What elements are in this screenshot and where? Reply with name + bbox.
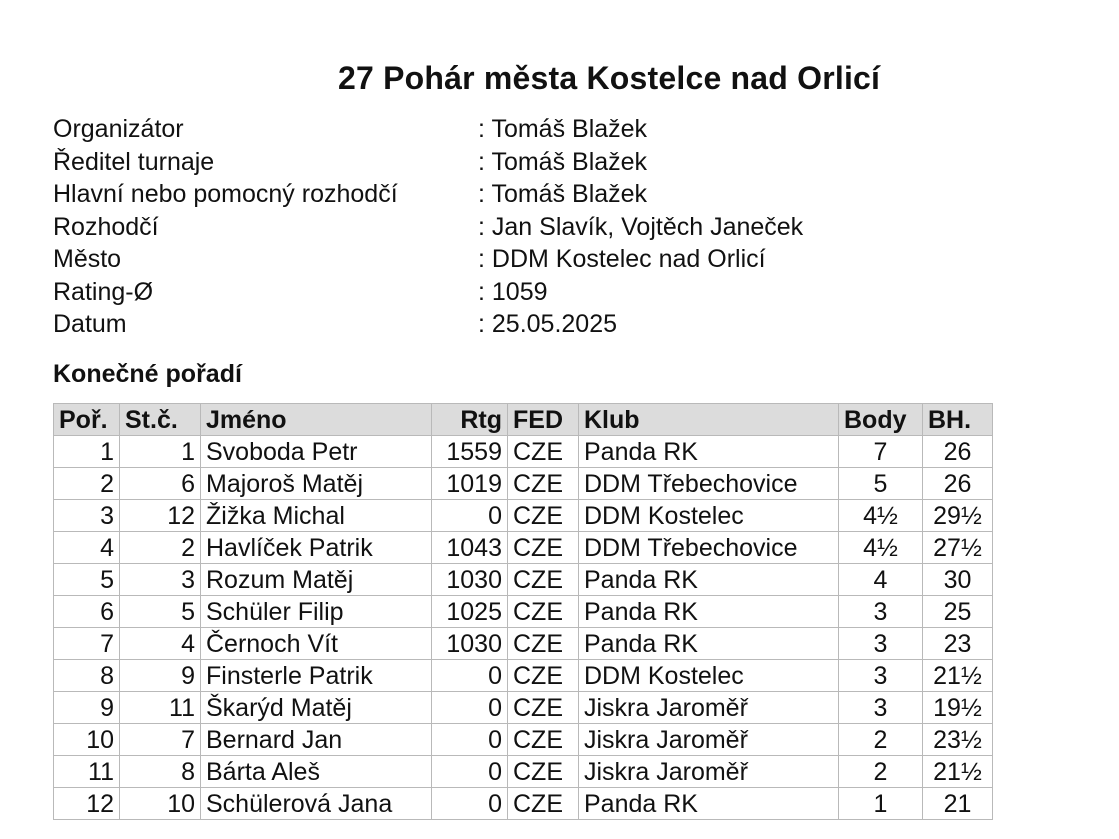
table-row: [54, 788, 993, 820]
cell-name: Rozum Matěj: [201, 564, 432, 596]
cell-name: Havlíček Patrik: [201, 532, 432, 564]
cell-points: 3: [839, 692, 923, 724]
info-row-organizer: [53, 113, 803, 146]
cell-club: Jiskra Jaroměř: [579, 692, 839, 724]
cell-start-number: 1: [120, 436, 201, 468]
cell-federation: CZE: [508, 692, 579, 724]
table-row: [54, 628, 993, 660]
info-value: : Tomáš Blažek: [478, 147, 648, 176]
table-row: [54, 660, 993, 692]
table-row: [54, 724, 993, 756]
table-header-row: [54, 404, 993, 436]
info-value: : Tomáš Blažek: [478, 115, 648, 143]
cell-federation: CZE: [508, 436, 579, 468]
cell-federation: CZE: [508, 788, 579, 820]
cell-start-number: 12: [120, 500, 201, 532]
header-rank: Poř.: [54, 404, 120, 436]
cell-name: Žižka Michal: [201, 500, 432, 532]
cell-rating: 0: [432, 660, 508, 692]
cell-points: 7: [839, 436, 923, 468]
cell-points: 4½: [839, 500, 923, 532]
cell-club: DDM Kostelec: [579, 500, 839, 532]
header-club: Klub: [579, 404, 839, 436]
cell-buchholz: 23: [923, 628, 993, 660]
info-value: : 25.05.2025: [478, 310, 618, 338]
cell-rating: 0: [432, 788, 508, 820]
cell-club: DDM Třebechovice: [579, 532, 839, 564]
cell-points: 4: [839, 564, 923, 596]
cell-name: Schülerová Jana: [201, 788, 432, 820]
cell-start-number: 10: [120, 788, 201, 820]
cell-rating: 1025: [432, 596, 508, 628]
cell-points: 1: [839, 788, 923, 820]
info-label: Organizátor: [53, 115, 184, 143]
cell-rating: 1030: [432, 628, 508, 660]
cell-name: Finsterle Patrik: [201, 660, 432, 692]
cell-club: DDM Kostelec: [579, 660, 839, 692]
info-label: Město: [53, 245, 122, 273]
cell-club: Panda RK: [579, 436, 839, 468]
table-row: [54, 692, 993, 724]
cell-club: Panda RK: [579, 596, 839, 628]
info-row-director: [53, 146, 803, 179]
info-row-chief-arbiter: [53, 178, 803, 211]
cell-points: 3: [839, 660, 923, 692]
cell-buchholz: 25: [923, 596, 993, 628]
cell-start-number: 5: [120, 596, 201, 628]
info-value: : DDM Kostelec nad Orlicí: [478, 245, 766, 273]
cell-start-number: 3: [120, 564, 201, 596]
cell-rating: 1043: [432, 532, 508, 564]
cell-points: 5: [839, 468, 923, 500]
info-row-rating: [53, 276, 803, 309]
info-label: Rating-Ø: [53, 277, 154, 306]
cell-federation: CZE: [508, 724, 579, 756]
cell-buchholz: 29½: [923, 500, 993, 532]
cell-buchholz: 21: [923, 788, 993, 820]
cell-name: Černoch Vít: [201, 628, 432, 660]
cell-buchholz: 27½: [923, 532, 993, 564]
cell-buchholz: 21½: [923, 756, 993, 788]
table-row: [54, 468, 993, 500]
cell-club: Panda RK: [579, 564, 839, 596]
cell-federation: CZE: [508, 628, 579, 660]
cell-rank: 5: [54, 564, 120, 596]
cell-federation: CZE: [508, 500, 579, 532]
cell-federation: CZE: [508, 468, 579, 500]
info-value: : 1059: [478, 277, 548, 306]
cell-points: 3: [839, 628, 923, 660]
cell-club: DDM Třebechovice: [579, 468, 839, 500]
table-row: [54, 756, 993, 788]
info-value: : Tomáš Blažek: [478, 180, 648, 208]
cell-rating: 1559: [432, 436, 508, 468]
header-rating: Rtg: [432, 404, 508, 436]
cell-start-number: 9: [120, 660, 201, 692]
cell-club: Jiskra Jaroměř: [579, 724, 839, 756]
cell-rank: 2: [54, 468, 120, 500]
cell-points: 2: [839, 724, 923, 756]
info-label: Hlavní nebo pomocný rozhodčí: [53, 180, 398, 208]
cell-points: 4½: [839, 532, 923, 564]
info-row-arbiters: [53, 211, 803, 244]
cell-name: Schüler Filip: [201, 596, 432, 628]
header-name: Jméno: [201, 404, 432, 436]
cell-start-number: 8: [120, 756, 201, 788]
table-row: [54, 532, 993, 564]
cell-start-number: 6: [120, 468, 201, 500]
header-buchholz: BH.: [923, 404, 993, 436]
cell-rank: 11: [54, 756, 120, 788]
cell-start-number: 11: [120, 692, 201, 724]
cell-name: Bárta Aleš: [201, 756, 432, 788]
cell-buchholz: 30: [923, 564, 993, 596]
cell-federation: CZE: [508, 564, 579, 596]
cell-buchholz: 26: [923, 436, 993, 468]
cell-buchholz: 26: [923, 468, 993, 500]
table-row: [54, 596, 993, 628]
cell-buchholz: 23½: [923, 724, 993, 756]
cell-buchholz: 21½: [923, 660, 993, 692]
table-row: [54, 436, 993, 468]
cell-rating: 1030: [432, 564, 508, 596]
cell-rank: 4: [54, 532, 120, 564]
cell-rank: 10: [54, 724, 120, 756]
cell-rank: 12: [54, 788, 120, 820]
cell-rating: 0: [432, 724, 508, 756]
info-label: Datum: [53, 310, 127, 338]
cell-start-number: 7: [120, 724, 201, 756]
info-label: Ředitel turnaje: [53, 147, 215, 176]
cell-name: Svoboda Petr: [201, 436, 432, 468]
cell-federation: CZE: [508, 756, 579, 788]
info-value: : Jan Slavík, Vojtěch Janeček: [478, 212, 804, 241]
cell-rank: 9: [54, 692, 120, 724]
standings-table: [53, 403, 993, 820]
cell-rating: 0: [432, 756, 508, 788]
info-row-city: [53, 243, 803, 276]
info-label: Rozhodčí: [53, 212, 159, 241]
table-row: [54, 500, 993, 532]
cell-buchholz: 19½: [923, 692, 993, 724]
cell-points: 3: [839, 596, 923, 628]
cell-name: Bernard Jan: [201, 724, 432, 756]
info-row-date: [53, 308, 803, 341]
cell-rating: 0: [432, 692, 508, 724]
cell-federation: CZE: [508, 532, 579, 564]
cell-federation: CZE: [508, 660, 579, 692]
cell-rating: 1019: [432, 468, 508, 500]
tournament-info: [53, 113, 803, 341]
cell-start-number: 4: [120, 628, 201, 660]
cell-rank: 3: [54, 500, 120, 532]
cell-start-number: 2: [120, 532, 201, 564]
document-title: 27 Pohár města Kostelce nad Orlicí: [338, 60, 881, 96]
cell-rank: 1: [54, 436, 120, 468]
header-start-number: St.č.: [120, 404, 201, 436]
cell-name: Škarýd Matěj: [201, 692, 432, 724]
cell-name: Majoroš Matěj: [201, 468, 432, 500]
table-row: [54, 564, 993, 596]
cell-rating: 0: [432, 500, 508, 532]
cell-rank: 8: [54, 660, 120, 692]
cell-rank: 7: [54, 628, 120, 660]
cell-club: Panda RK: [579, 628, 839, 660]
header-points: Body: [839, 404, 923, 436]
cell-club: Jiskra Jaroměř: [579, 756, 839, 788]
cell-rank: 6: [54, 596, 120, 628]
cell-federation: CZE: [508, 596, 579, 628]
cell-club: Panda RK: [579, 788, 839, 820]
cell-points: 2: [839, 756, 923, 788]
header-federation: FED: [508, 404, 579, 436]
section-title: Konečné pořadí: [53, 360, 242, 388]
